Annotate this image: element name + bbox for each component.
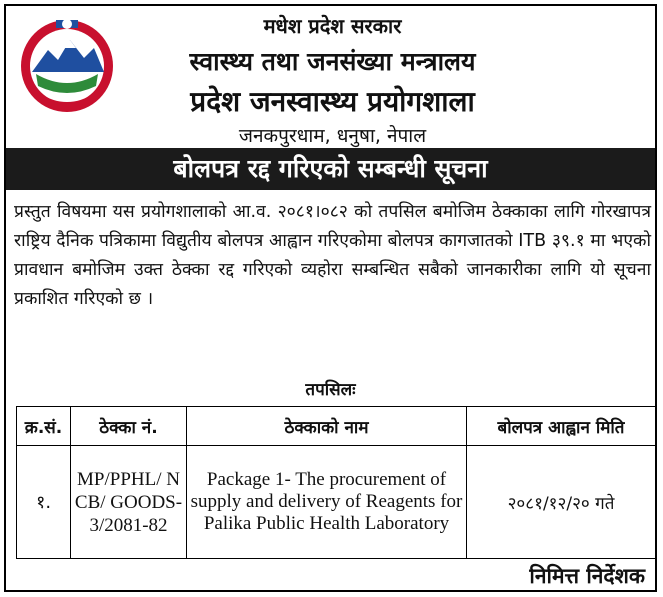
- schedule-title: तपसिलः: [305, 380, 356, 400]
- office-name: प्रदेश जनस्वास्थ्य प्रयोगशाला: [190, 85, 475, 118]
- cell-bid-date: २०८१/१२/२० गते: [467, 446, 656, 559]
- table-row: [17, 446, 656, 559]
- cell-contract-no: MP/PPHL/ NCB/ GOODS- 3/2081-82: [71, 446, 187, 559]
- cell-sn: १.: [17, 446, 71, 559]
- office-address: जनकपुरधाम, धनुषा, नेपाल: [238, 125, 427, 147]
- column-header-sn: क्र.सं.: [17, 407, 71, 446]
- government-name: मधेश प्रदेश सरकार: [263, 14, 402, 38]
- notice-title: बोलपत्र रद्द गरिएको सम्बन्धी सूचना: [6, 148, 655, 190]
- notice-border: [4, 4, 657, 592]
- cell-contract-name: Package 1- The procurement of supply and delivery of Reagents for Palika Public Health Laboratory: [187, 446, 467, 559]
- notice-header: [6, 6, 659, 146]
- notice-body: प्रस्तुत विषयमा यस प्रयोगशालाको आ.व. २०८१।०८२ को तपसिल बमोजिम ठेक्काका लागि गोरखापत्र राष्ट्रिय दैनिक पत्रिकामा विद्युतीय बोलपत्र आह्वान गरिएकोमा बोलपत्र कागजातको ITB ३९.१ मा भएको प्रावधान बमोजिम उक्त ठेक्का रद्द गरिएको व्यहोरा सम्बन्धित सबैको जानकारीका लागि यो सूचना प्रकाशित गरिएको छ ।: [14, 202, 651, 309]
- column-header-contract-name: ठेक्काको नाम: [187, 407, 467, 446]
- column-header-bid-date: बोलपत्र आह्वान मिति: [467, 407, 656, 446]
- schedule-table: [16, 406, 656, 559]
- column-header-contract-no: ठेक्का नं.: [71, 407, 187, 446]
- ministry-name: स्वास्थ्य तथा जनसंख्या मन्त्रालय: [189, 47, 476, 76]
- table-header-row: [17, 407, 656, 446]
- signatory-title: निमित्त निर्देशक: [529, 564, 645, 588]
